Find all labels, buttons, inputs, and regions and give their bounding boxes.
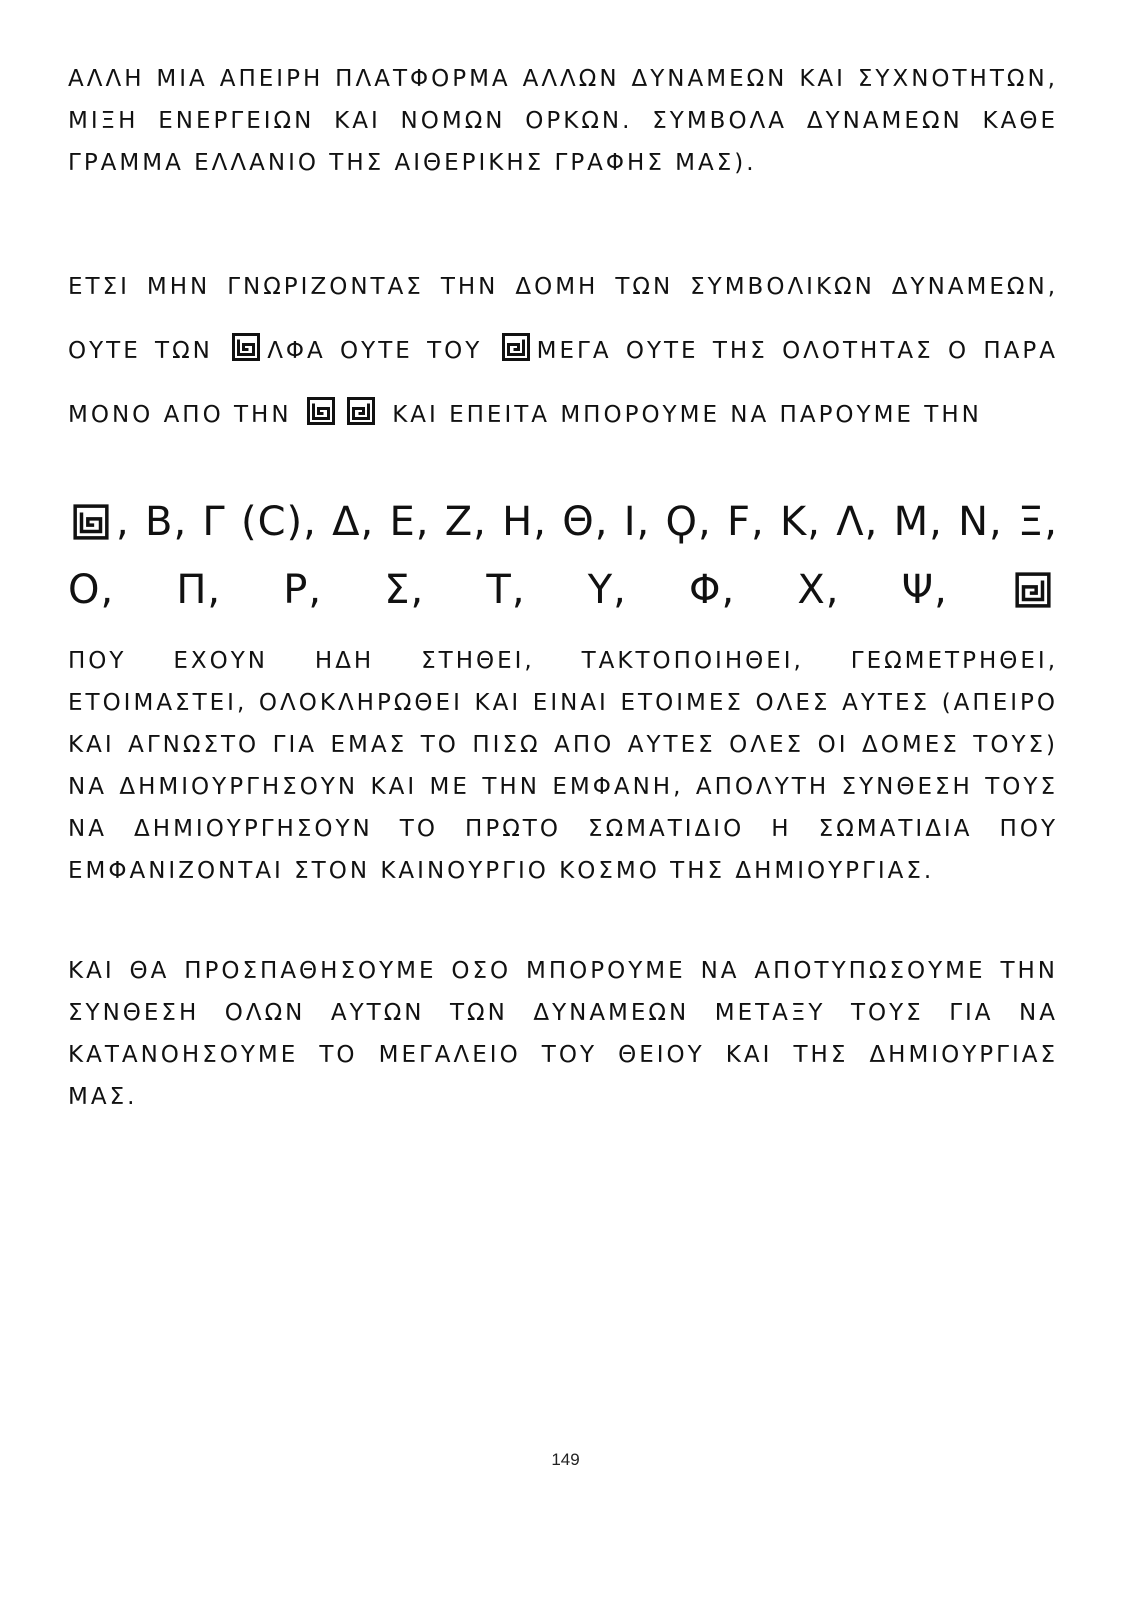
meander-alpha-icon	[72, 503, 110, 541]
alphabet-letters: Β, Γ (Ϲ), Δ, Ε, Ζ, Η, Θ, Ι, Ϙ, Ϝ, Κ, Λ, Μ, Ν, Ξ, Ο, Π, Ρ, Σ, Τ, Υ, Φ, Χ, Ψ,	[68, 499, 1058, 613]
meander-omega-icon	[346, 396, 376, 426]
paragraph-2-part-2: ΛΦΑ ΟΥΤΕ ΤΟΥ	[267, 338, 483, 364]
paragraph-4: ΚΑΙ ΘΑ ΠΡΟΣΠΑΘΗΣΟΥΜΕ ΟΣΟ ΜΠΟΡΟΥΜΕ ΝΑ ΑΠΟΤΥΠΩΣΟΥΜΕ ΤΗΝ ΣΥΝΘΕΣΗ ΟΛΩΝ ΑΥΤΩΝ ΤΩΝ ΔΥΝΑΜΕΩΝ ΜΕΤΑΞΥ ΤΟΥΣ ΓΙΑ ΝΑ ΚΑΤΑΝΟΗΣΟΥΜΕ ΤΟ ΜΕΓΑΛΕΙΟ ΤΟΥ ΘΕΙΟΥ ΚΑΙ ΤΗΣ ΔΗΜΙΟΥΡΓΙΑΣ ΜΑΣ.	[68, 958, 1058, 1110]
archaic-alphabet-line: , Β, Γ (Ϲ), Δ, Ε, Ζ, Η, Θ, Ι, Ϙ, Ϝ, Κ, Λ, Μ, Ν, Ξ, Ο, Π, Ρ, Σ, Τ, Υ, Φ, Χ, Ψ,	[68, 499, 1058, 613]
paragraph-2	[68, 255, 1058, 447]
paragraph-2-part-4: ΚΑΙ ΕΠΕΙΤΑ ΜΠΟΡΟΥΜΕ ΝΑ ΠΑΡΟΥΜΕ ΤΗΝ	[392, 402, 982, 428]
paragraph-1: ΑΛΛΗ ΜΙΑ ΑΠΕΙΡΗ ΠΛΑΤΦΟΡΜΑ ΑΛΛΩΝ ΔΥΝΑΜΕΩΝ ΚΑΙ ΣΥΧΝΟΤΗΤΩΝ, ΜΙΞΗ ΕΝΕΡΓΕΙΩΝ ΚΑΙ ΝΟΜΩΝ ΟΡΚΩΝ. ΣΥΜΒΟΛΑ ΔΥΝΑΜΕΩΝ ΚΑΘΕ ΓΡΑΜΜΑ ΕΛΛΑΝΙΟ ΤΗΣ ΑΙΘΕΡΙΚΗΣ ΓΡΑΦΗΣ ΜΑΣ).	[68, 66, 1058, 176]
paragraph-3: ΠΟΥ ΕΧΟΥΝ ΗΔΗ ΣΤΗΘΕΙ, ΤΑΚΤΟΠΟΙΗΘΕΙ, ΓΕΩΜΕΤΡΗΘΕΙ, ΕΤΟΙΜΑΣΤΕΙ, ΟΛΟΚΛΗΡΩΘΕΙ ΚΑΙ ΕΙΝΑΙ ΕΤΟΙΜΕΣ ΟΛΕΣ ΑΥΤΕΣ (ΑΠΕΙΡΟ ΚΑΙ ΑΓΝΩΣΤΟ ΓΙΑ ΕΜΑΣ ΤΟ ΠΙΣΩ ΑΠΟ ΑΥΤΕΣ ΟΛΕΣ ΟΙ ΔΟΜΕΣ ΤΟΥΣ) ΝΑ ΔΗΜΙΟΥΡΓΗΣΟΥΝ ΚΑΙ ΜΕ ΤΗΝ ΕΜΦΑΝΗ, ΑΠΟΛΥΤΗ ΣΥΝΘΕΣΗ ΤΟΥΣ ΝΑ ΔΗΜΙΟΥΡΓΗΣΟΥΝ ΤΟ ΠΡΩΤΟ ΣΩΜΑΤΙΔΙΟ Η ΣΩΜΑΤΙΔΙΑ ΠΟΥ ΕΜΦΑΝΙΖΟΝΤΑΙ ΣΤΟΝ ΚΑΙΝΟΥΡΓΙΟ ΚΟΣΜΟ ΤΗΣ ΔΗΜΙΟΥΡΓΙΑΣ.	[68, 648, 1058, 884]
meander-alpha-icon	[231, 332, 261, 362]
page-number: 149	[551, 1450, 580, 1469]
paragraph-2-part-1: ΕΤΣΙ ΜΗΝ ΓΝΩΡΙΖΟΝΤΑΣ ΤΗΝ ΔΟΜΗ ΤΩΝ ΣΥΜΒΟΛΙΚΩΝ ΔΥΝΑΜΕΩΝ, ΟΥΤΕ ΤΩΝ	[68, 274, 1058, 364]
meander-omega-icon	[1014, 571, 1052, 609]
meander-omega-icon	[501, 332, 531, 362]
meander-alpha-icon	[306, 396, 336, 426]
paragraph-2-part-3: ΜΕΓΑ ΟΥΤΕ ΤΗΣ ΟΛΟΤΗΤΑΣ Ο ΠΑΡΑ ΜΟΝΟ ΑΠΟ ΤΗΝ	[68, 338, 1059, 428]
